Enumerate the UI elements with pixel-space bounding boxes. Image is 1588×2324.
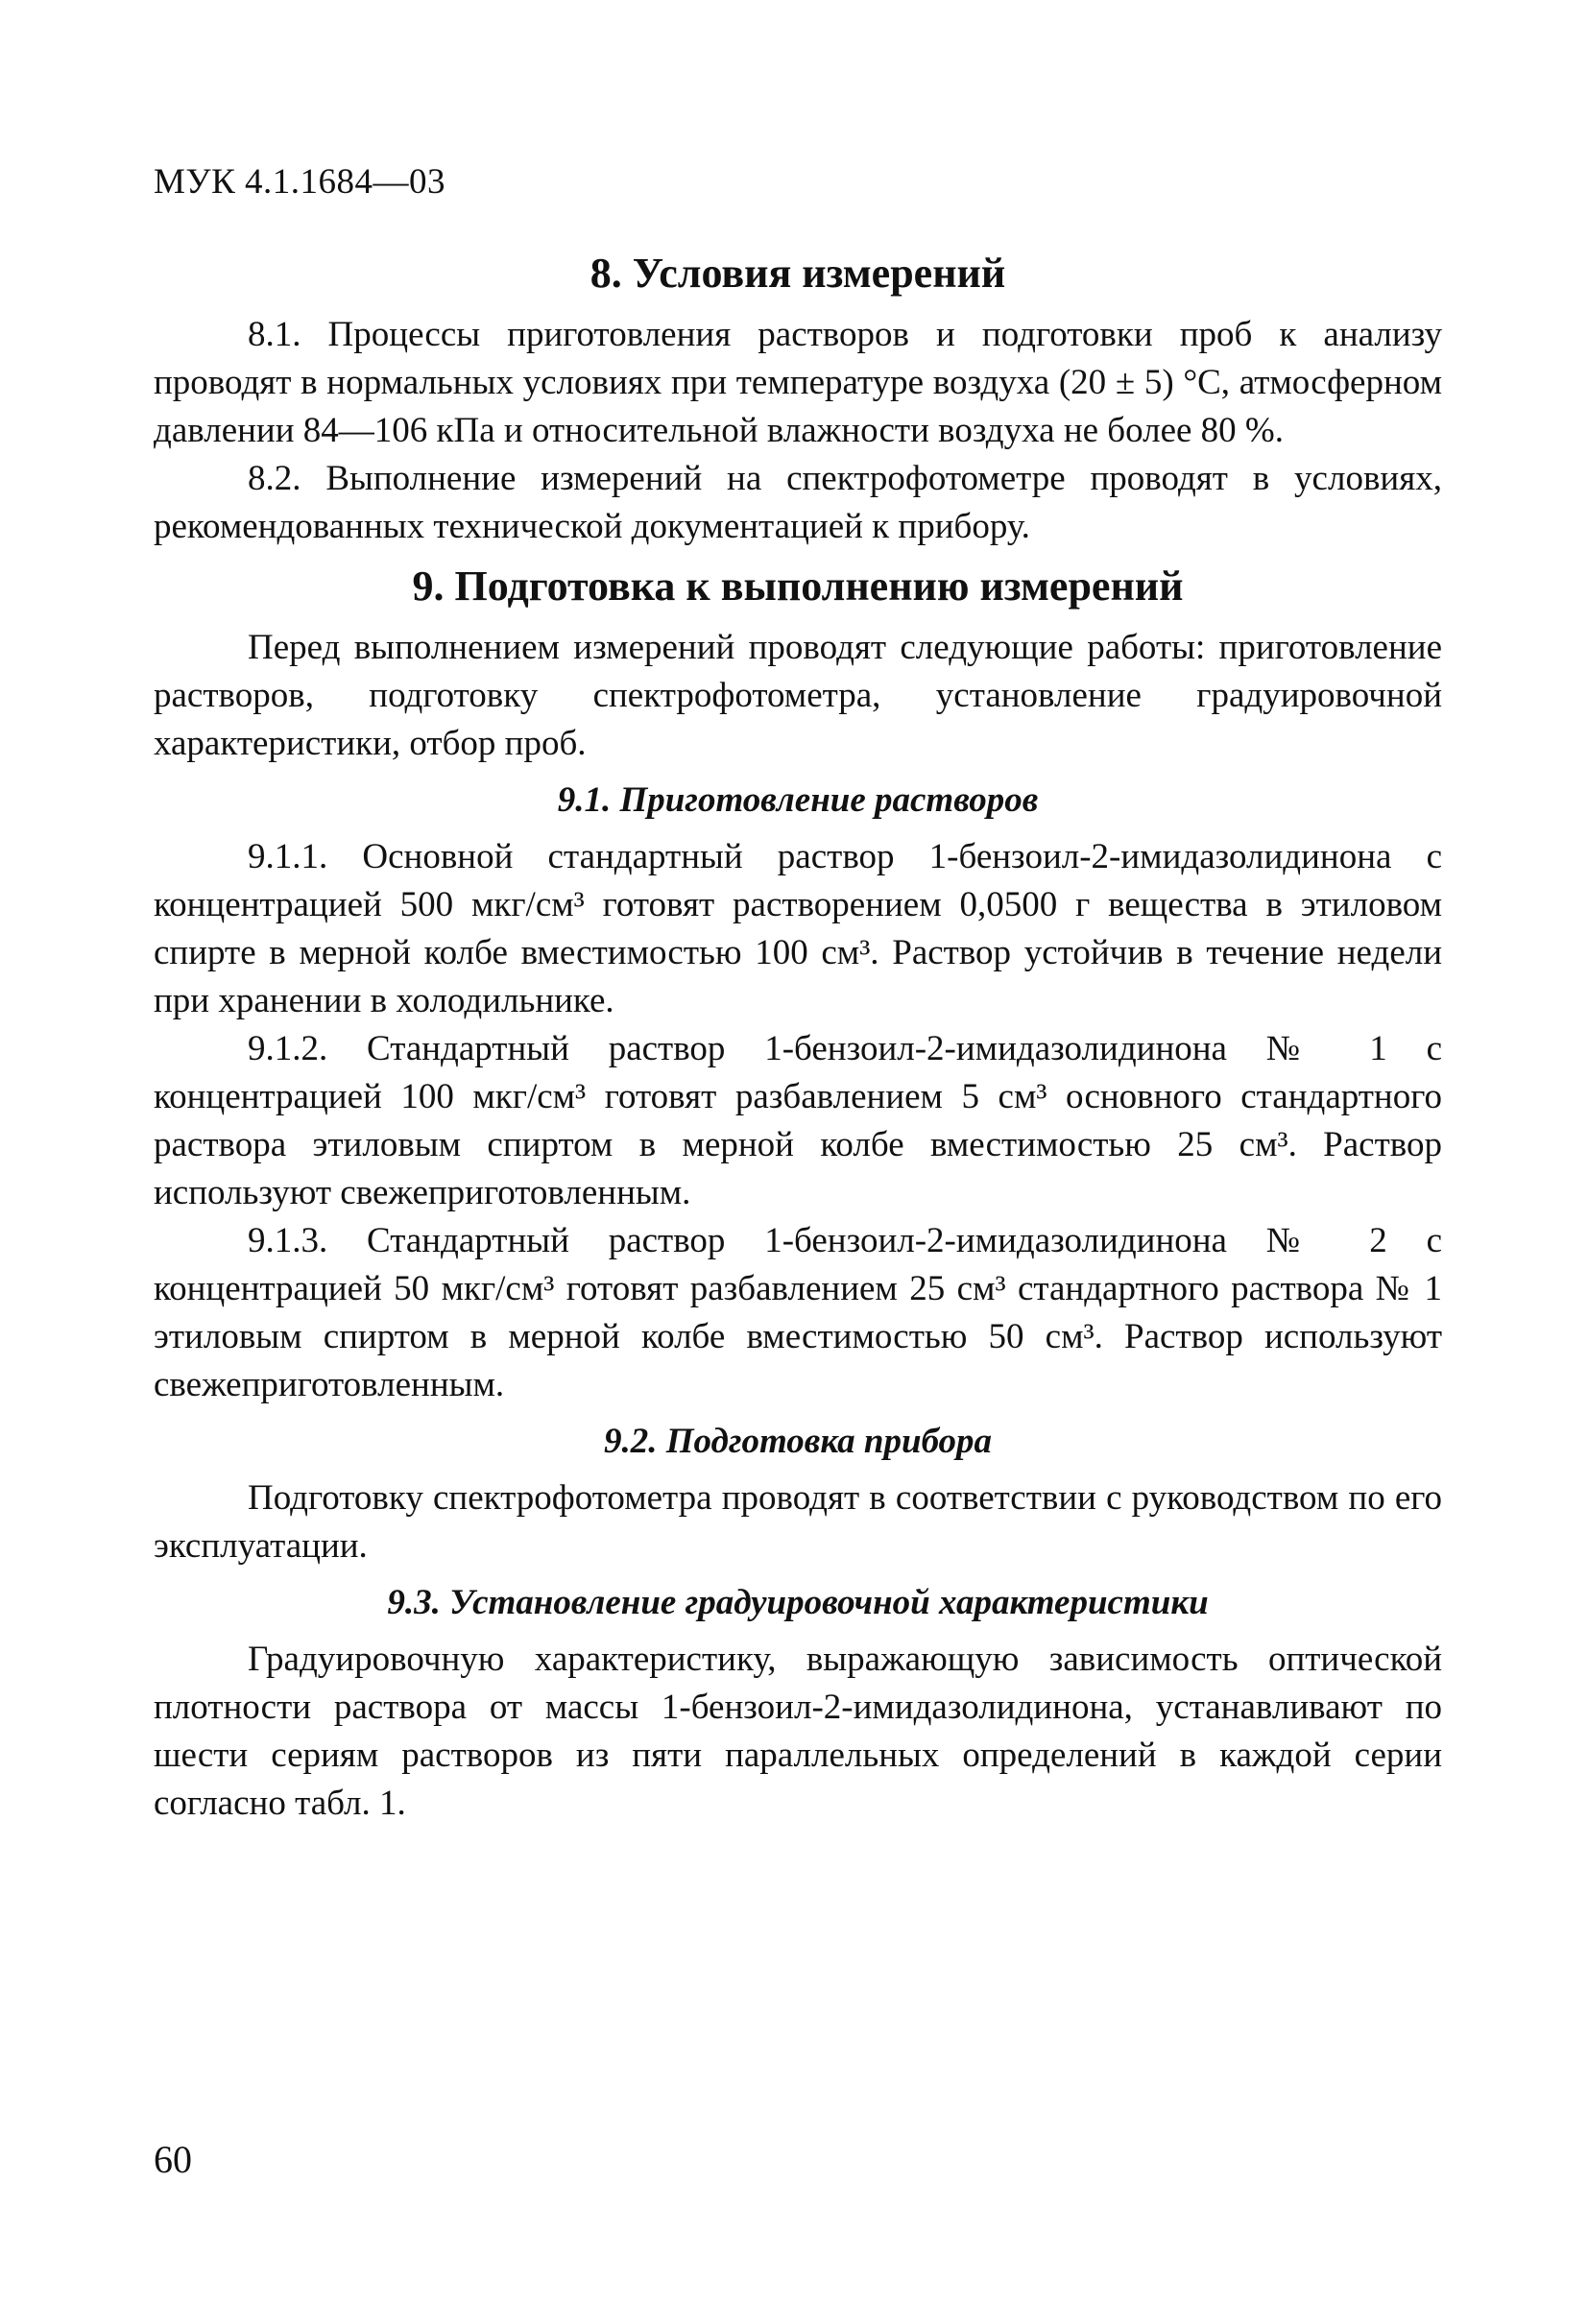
document-code: МУК 4.1.1684—03 <box>154 162 446 202</box>
paragraph-8-1: 8.1. Процессы приготовления растворов и подготовки проб к анализу проводят в нормальных условиях при температуре воздуха (20 ± 5) °С, атмосферном давлении 84—106 кПа и относительной влажности воздуха не более 80 %. <box>154 315 1442 450</box>
section-8-title: 8. Условия измерений <box>589 250 1006 297</box>
subsection-9-2-title: 9.2. Подготовка прибора <box>603 1422 993 1461</box>
page-number: 60 <box>154 2138 192 2181</box>
paragraph-9-1-3: 9.1.3. Стандартный раствор 1-бензоил-2-имидазолидинона № 2 с концентрацией 50 мкг/см³ готовят разбавлением 25 см³ стандартного раствора № 1 этиловым спиртом в мерной колбе вместимостью 50 см³. Раствор используют свежеприготовленным. <box>154 1221 1442 1404</box>
section-9-title: 9. Подготовка к выполнению измерений <box>412 563 1184 610</box>
paragraph-9-intro: Перед выполнением измерений проводят следующие работы: приготовление растворов, подготовку спектрофотометра, установление градуировочной характеристики, отбор проб. <box>154 628 1442 763</box>
paragraph-9-1-1: 9.1.1. Основной стандартный раствор 1-бензоил-2-имидазолидинона с концентрацией 500 мкг/см³ готовят растворением 0,0500 г вещества в этиловом спирте в мерной колбе вместимостью 100 см³. Раствор устойчив в течение недели при хранении в холодильнике. <box>154 837 1442 1020</box>
paragraph-9-2: Подготовку спектрофотометра проводят в соответствии с руководством по его эксплуатации. <box>154 1478 1442 1566</box>
paragraph-8-2: 8.2. Выполнение измерений на спектрофотометре проводят в условиях, рекомендованных технической документацией к прибору. <box>154 459 1442 546</box>
subsection-9-3-title: 9.3. Установление градуировочной характеристики <box>387 1583 1209 1622</box>
subsection-9-1-title: 9.1. Приготовление растворов <box>557 780 1039 820</box>
paragraph-9-3: Градуировочную характеристику, выражающую зависимость оптической плотности раствора от массы 1-бензоил-2-имидазолидинона, устанавливают по шести сериям растворов из пяти параллельных определений в каждой серии согласно табл. 1. <box>154 1640 1442 1823</box>
page-content <box>154 248 1442 1828</box>
paragraph-9-1-2: 9.1.2. Стандартный раствор 1-бензоил-2-имидазолидинона № 1 с концентрацией 100 мкг/см³ готовят разбавлением 5 см³ основного стандартного раствора этиловым спиртом в мерной колбе вместимостью 25 см³. Раствор используют свежеприготовленным. <box>154 1029 1442 1212</box>
